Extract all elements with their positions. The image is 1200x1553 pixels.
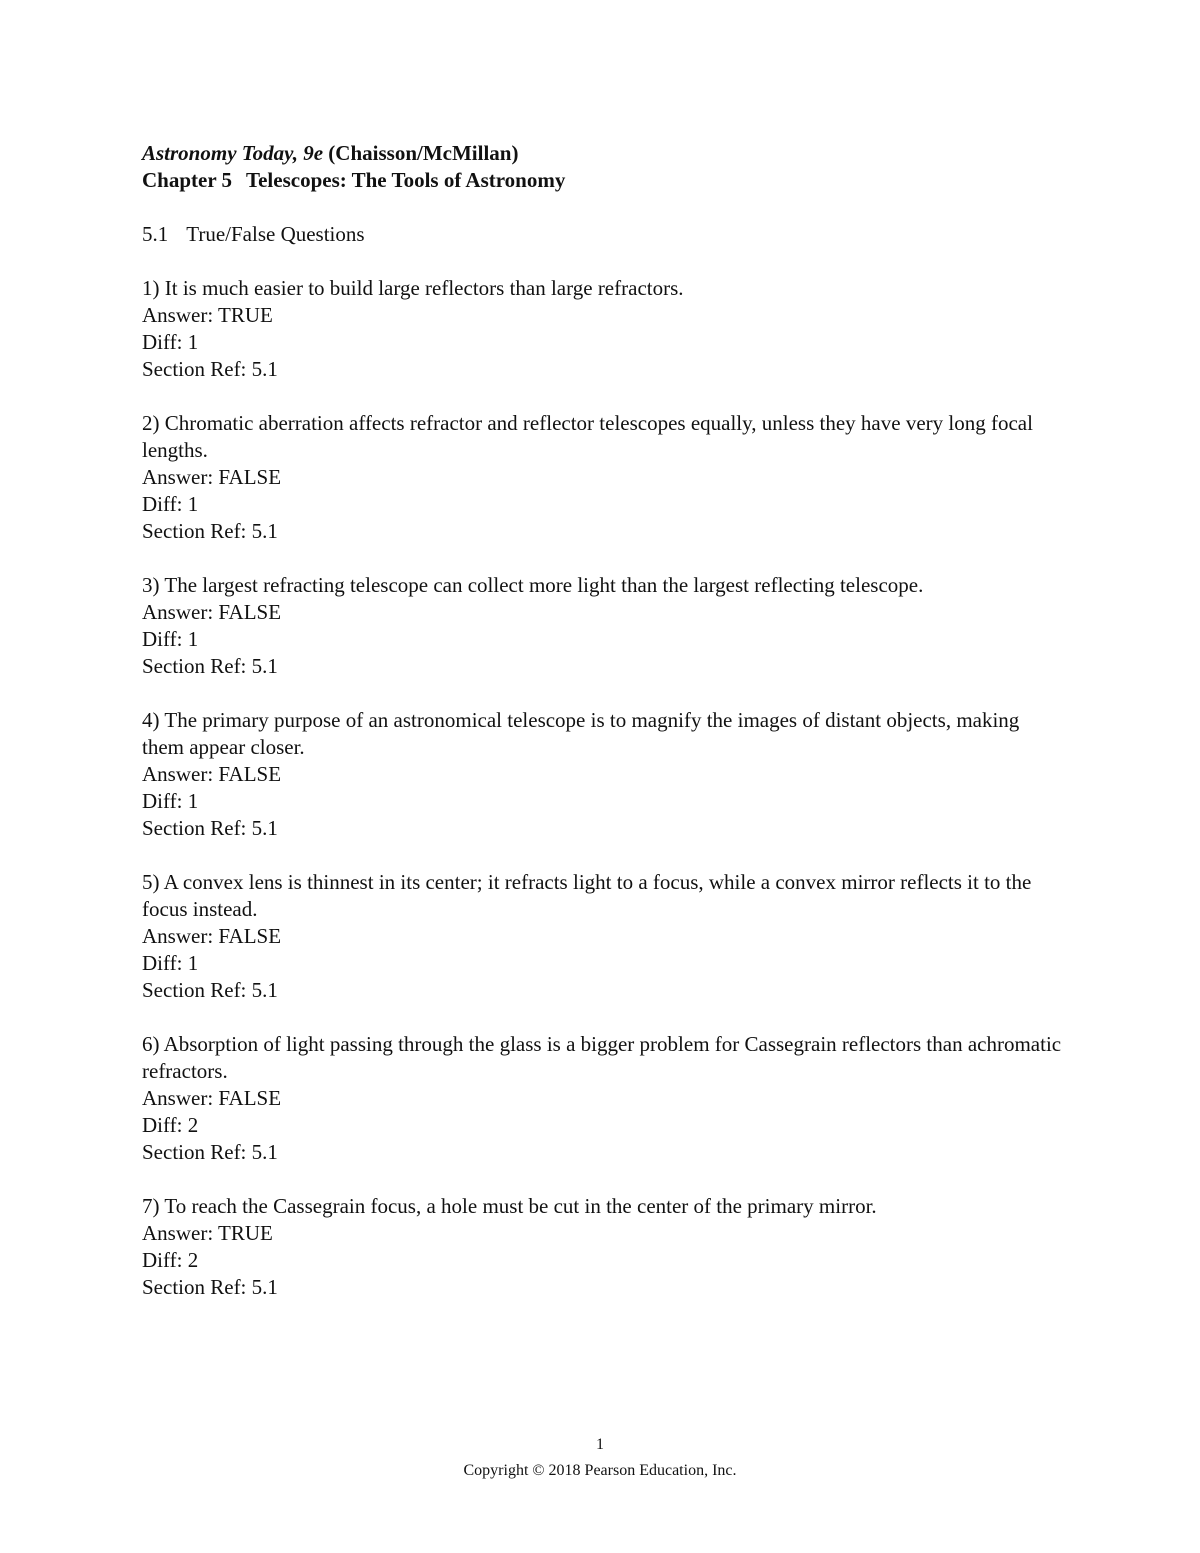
question-item bbox=[142, 869, 1062, 1004]
question-item bbox=[142, 707, 1062, 842]
section-ref-line: Section Ref: 5.1 bbox=[142, 1140, 278, 1164]
section-ref-line: Section Ref: 5.1 bbox=[142, 654, 278, 678]
answer-line: Answer: FALSE bbox=[142, 1086, 282, 1110]
question-item bbox=[142, 1031, 1062, 1166]
section-title: True/False Questions bbox=[186, 222, 365, 246]
chapter-title: Telescopes: The Tools of Astronomy bbox=[246, 168, 566, 192]
difficulty-line: Diff: 1 bbox=[142, 627, 199, 651]
difficulty-line: Diff: 1 bbox=[142, 789, 199, 813]
section-ref-line: Section Ref: 5.1 bbox=[142, 1275, 278, 1299]
difficulty-line: Diff: 2 bbox=[142, 1113, 199, 1137]
section-ref-line: Section Ref: 5.1 bbox=[142, 816, 278, 840]
page-number: 1 bbox=[596, 1436, 604, 1453]
section-number: 5.1 bbox=[142, 222, 169, 246]
question-list bbox=[142, 275, 1062, 1301]
question-item bbox=[142, 275, 1062, 383]
answer-line: Answer: FALSE bbox=[142, 762, 282, 786]
answer-line: Answer: FALSE bbox=[142, 465, 282, 489]
question-item bbox=[142, 572, 1062, 680]
difficulty-line: Diff: 1 bbox=[142, 951, 199, 975]
book-authors: (Chaisson/McMillan) bbox=[328, 141, 519, 165]
question-item bbox=[142, 1193, 1062, 1301]
question-text: 3) The largest refracting telescope can collect more light than the largest reflecting telescope. bbox=[142, 573, 924, 597]
difficulty-line: Diff: 2 bbox=[142, 1248, 199, 1272]
section-ref-line: Section Ref: 5.1 bbox=[142, 519, 278, 543]
question-text: 2) Chromatic aberration affects refractor and reflector telescopes equally, unless they have very long focal lengths. bbox=[142, 411, 1033, 462]
question-text: 6) Absorption of light passing through the glass is a bigger problem for Cassegrain reflectors than achromatic refractors. bbox=[142, 1032, 1062, 1083]
section-heading bbox=[142, 221, 1062, 248]
answer-line: Answer: TRUE bbox=[142, 303, 273, 327]
question-text: 5) A convex lens is thinnest in its center; it refracts light to a focus, while a convex mirror reflects it to the focus instead. bbox=[142, 870, 1032, 921]
answer-line: Answer: FALSE bbox=[142, 924, 282, 948]
question-text: 7) To reach the Cassegrain focus, a hole must be cut in the center of the primary mirror. bbox=[142, 1194, 877, 1218]
document-body bbox=[142, 140, 1062, 1328]
book-header bbox=[142, 140, 1062, 167]
answer-line: Answer: TRUE bbox=[142, 1221, 273, 1245]
section-ref-line: Section Ref: 5.1 bbox=[142, 978, 278, 1002]
difficulty-line: Diff: 1 bbox=[142, 330, 199, 354]
difficulty-line: Diff: 1 bbox=[142, 492, 199, 516]
answer-line: Answer: FALSE bbox=[142, 600, 282, 624]
section-ref-line: Section Ref: 5.1 bbox=[142, 357, 278, 381]
question-text: 1) It is much easier to build large reflectors than large refractors. bbox=[142, 276, 684, 300]
chapter-heading bbox=[142, 167, 1062, 194]
question-item bbox=[142, 410, 1062, 545]
copyright-notice: Copyright © 2018 Pearson Education, Inc. bbox=[463, 1462, 737, 1479]
question-text: 4) The primary purpose of an astronomical telescope is to magnify the images of distant objects, making them appear closer. bbox=[142, 708, 1020, 759]
book-title: Astronomy Today, 9e bbox=[142, 141, 324, 165]
chapter-label: Chapter 5 bbox=[142, 168, 233, 192]
